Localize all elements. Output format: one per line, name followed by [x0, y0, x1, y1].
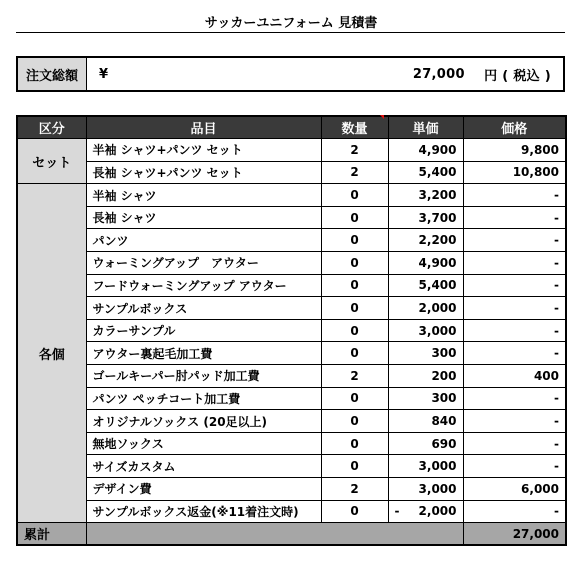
title-underline: [16, 32, 565, 33]
table-row: [17, 139, 566, 162]
order-total-value: 27,000: [412, 66, 465, 82]
summary-spacer: [86, 523, 463, 546]
unit-price-cell: 5,400: [388, 161, 463, 184]
unit-price-cell: 3,000: [388, 478, 463, 501]
category-cell: セット: [17, 139, 86, 184]
price-cell: -: [463, 455, 566, 478]
table-row: [17, 297, 566, 320]
unit-price-sign: -: [394, 504, 400, 519]
order-total-label: 注文総額: [18, 58, 87, 90]
price-cell: 9,800: [463, 139, 566, 162]
price-cell: 400: [463, 365, 566, 388]
table-row: [17, 229, 566, 252]
price-cell: -: [463, 252, 566, 275]
item-name-cell: ゴールキーパー肘パッド加工費: [86, 365, 321, 388]
price-cell: -: [463, 229, 566, 252]
item-name-cell: サイズカスタム: [86, 455, 321, 478]
quantity-cell: 0: [321, 455, 388, 478]
item-name-cell: 長袖 シャツ+パンツ セット: [86, 161, 321, 184]
price-cell: -: [463, 274, 566, 297]
unit-price-cell: 690: [388, 432, 463, 455]
comment-marker: [380, 115, 384, 119]
estimate-table: [16, 115, 567, 546]
quantity-cell: 0: [321, 274, 388, 297]
item-name-cell: 長袖 シャツ: [86, 206, 321, 229]
table-row: [17, 387, 566, 410]
unit-price-cell: 300: [388, 387, 463, 410]
unit-price-value: 2,000: [418, 504, 457, 519]
price-cell: -: [463, 410, 566, 433]
summary-label: 累計: [17, 523, 86, 546]
quantity-cell: 0: [321, 206, 388, 229]
quantity-cell: 0: [321, 342, 388, 365]
table-row: [17, 161, 566, 184]
quantity-cell: 0: [321, 432, 388, 455]
table-row: [17, 342, 566, 365]
table-row: [17, 206, 566, 229]
document-title: サッカーユニフォーム 見積書: [204, 16, 378, 31]
table-row: [17, 455, 566, 478]
price-cell: -: [463, 500, 566, 523]
item-name-cell: オリジナルソックス (20足以上): [86, 410, 321, 433]
price-cell: -: [463, 387, 566, 410]
quantity-cell: 0: [321, 319, 388, 342]
table-row: [17, 252, 566, 275]
category-cell: 各個: [17, 184, 86, 523]
header-price: 価格: [463, 116, 566, 139]
quantity-cell: 2: [321, 365, 388, 388]
item-name-cell: 半袖 シャツ: [86, 184, 321, 207]
quantity-cell: 0: [321, 410, 388, 433]
quantity-cell: 0: [321, 229, 388, 252]
quantity-cell: 0: [321, 252, 388, 275]
price-cell: 6,000: [463, 478, 566, 501]
header-unit-price: 単価: [388, 116, 463, 139]
item-name-cell: パンツ ペッチコート加工費: [86, 387, 321, 410]
price-cell: -: [463, 206, 566, 229]
item-name-cell: フードウォーミングアップ アウター: [86, 274, 321, 297]
unit-price-cell: 5,400: [388, 274, 463, 297]
unit-price-cell: 2,000: [388, 297, 463, 320]
table-row: [17, 319, 566, 342]
unit-price-cell: 300: [388, 342, 463, 365]
table-row: [17, 500, 566, 523]
price-cell: -: [463, 184, 566, 207]
unit-price-cell: 3,000: [388, 319, 463, 342]
item-name-cell: サンプルボックス返金(※11着注文時): [86, 500, 321, 523]
currency-symbol: ¥: [99, 66, 109, 82]
table-row: [17, 410, 566, 433]
item-name-cell: サンプルボックス: [86, 297, 321, 320]
table-row: [17, 184, 566, 207]
unit-price-cell: 200: [388, 365, 463, 388]
unit-price-cell: 4,900: [388, 252, 463, 275]
header-item: 品目: [86, 116, 321, 139]
quantity-cell: 2: [321, 161, 388, 184]
table-row: [17, 478, 566, 501]
quantity-cell: 0: [321, 500, 388, 523]
unit-price-cell: 3,200: [388, 184, 463, 207]
order-total-box: [16, 56, 565, 92]
quantity-cell: 2: [321, 478, 388, 501]
unit-price-cell: 3,700: [388, 206, 463, 229]
table-row: [17, 432, 566, 455]
price-cell: -: [463, 297, 566, 320]
table-body: [17, 139, 566, 546]
price-cell: 10,800: [463, 161, 566, 184]
quantity-cell: 2: [321, 139, 388, 162]
quantity-cell: 0: [321, 297, 388, 320]
unit-price-cell: [388, 500, 463, 523]
summary-total: 27,000: [463, 523, 566, 546]
quantity-cell: 0: [321, 387, 388, 410]
unit-price-cell: 2,200: [388, 229, 463, 252]
price-cell: -: [463, 432, 566, 455]
item-name-cell: パンツ: [86, 229, 321, 252]
item-name-cell: アウター裏起毛加工費: [86, 342, 321, 365]
order-total-amount: [119, 58, 563, 90]
order-total-suffix: 円 ( 税込 ): [484, 68, 551, 84]
header-quantity: 数量: [321, 116, 388, 139]
item-name-cell: カラーサンプル: [86, 319, 321, 342]
summary-row: [17, 523, 566, 546]
header-category: 区分: [17, 116, 86, 139]
unit-price-cell: 840: [388, 410, 463, 433]
unit-price-cell: 3,000: [388, 455, 463, 478]
table-row: [17, 365, 566, 388]
item-name-cell: デザイン費: [86, 478, 321, 501]
quantity-cell: 0: [321, 184, 388, 207]
item-name-cell: ウォーミングアップ アウター: [86, 252, 321, 275]
item-name-cell: 半袖 シャツ+パンツ セット: [86, 139, 321, 162]
price-cell: -: [463, 319, 566, 342]
price-cell: -: [463, 342, 566, 365]
unit-price-cell: 4,900: [388, 139, 463, 162]
item-name-cell: 無地ソックス: [86, 432, 321, 455]
table-header-row: [17, 116, 566, 139]
table-row: [17, 274, 566, 297]
